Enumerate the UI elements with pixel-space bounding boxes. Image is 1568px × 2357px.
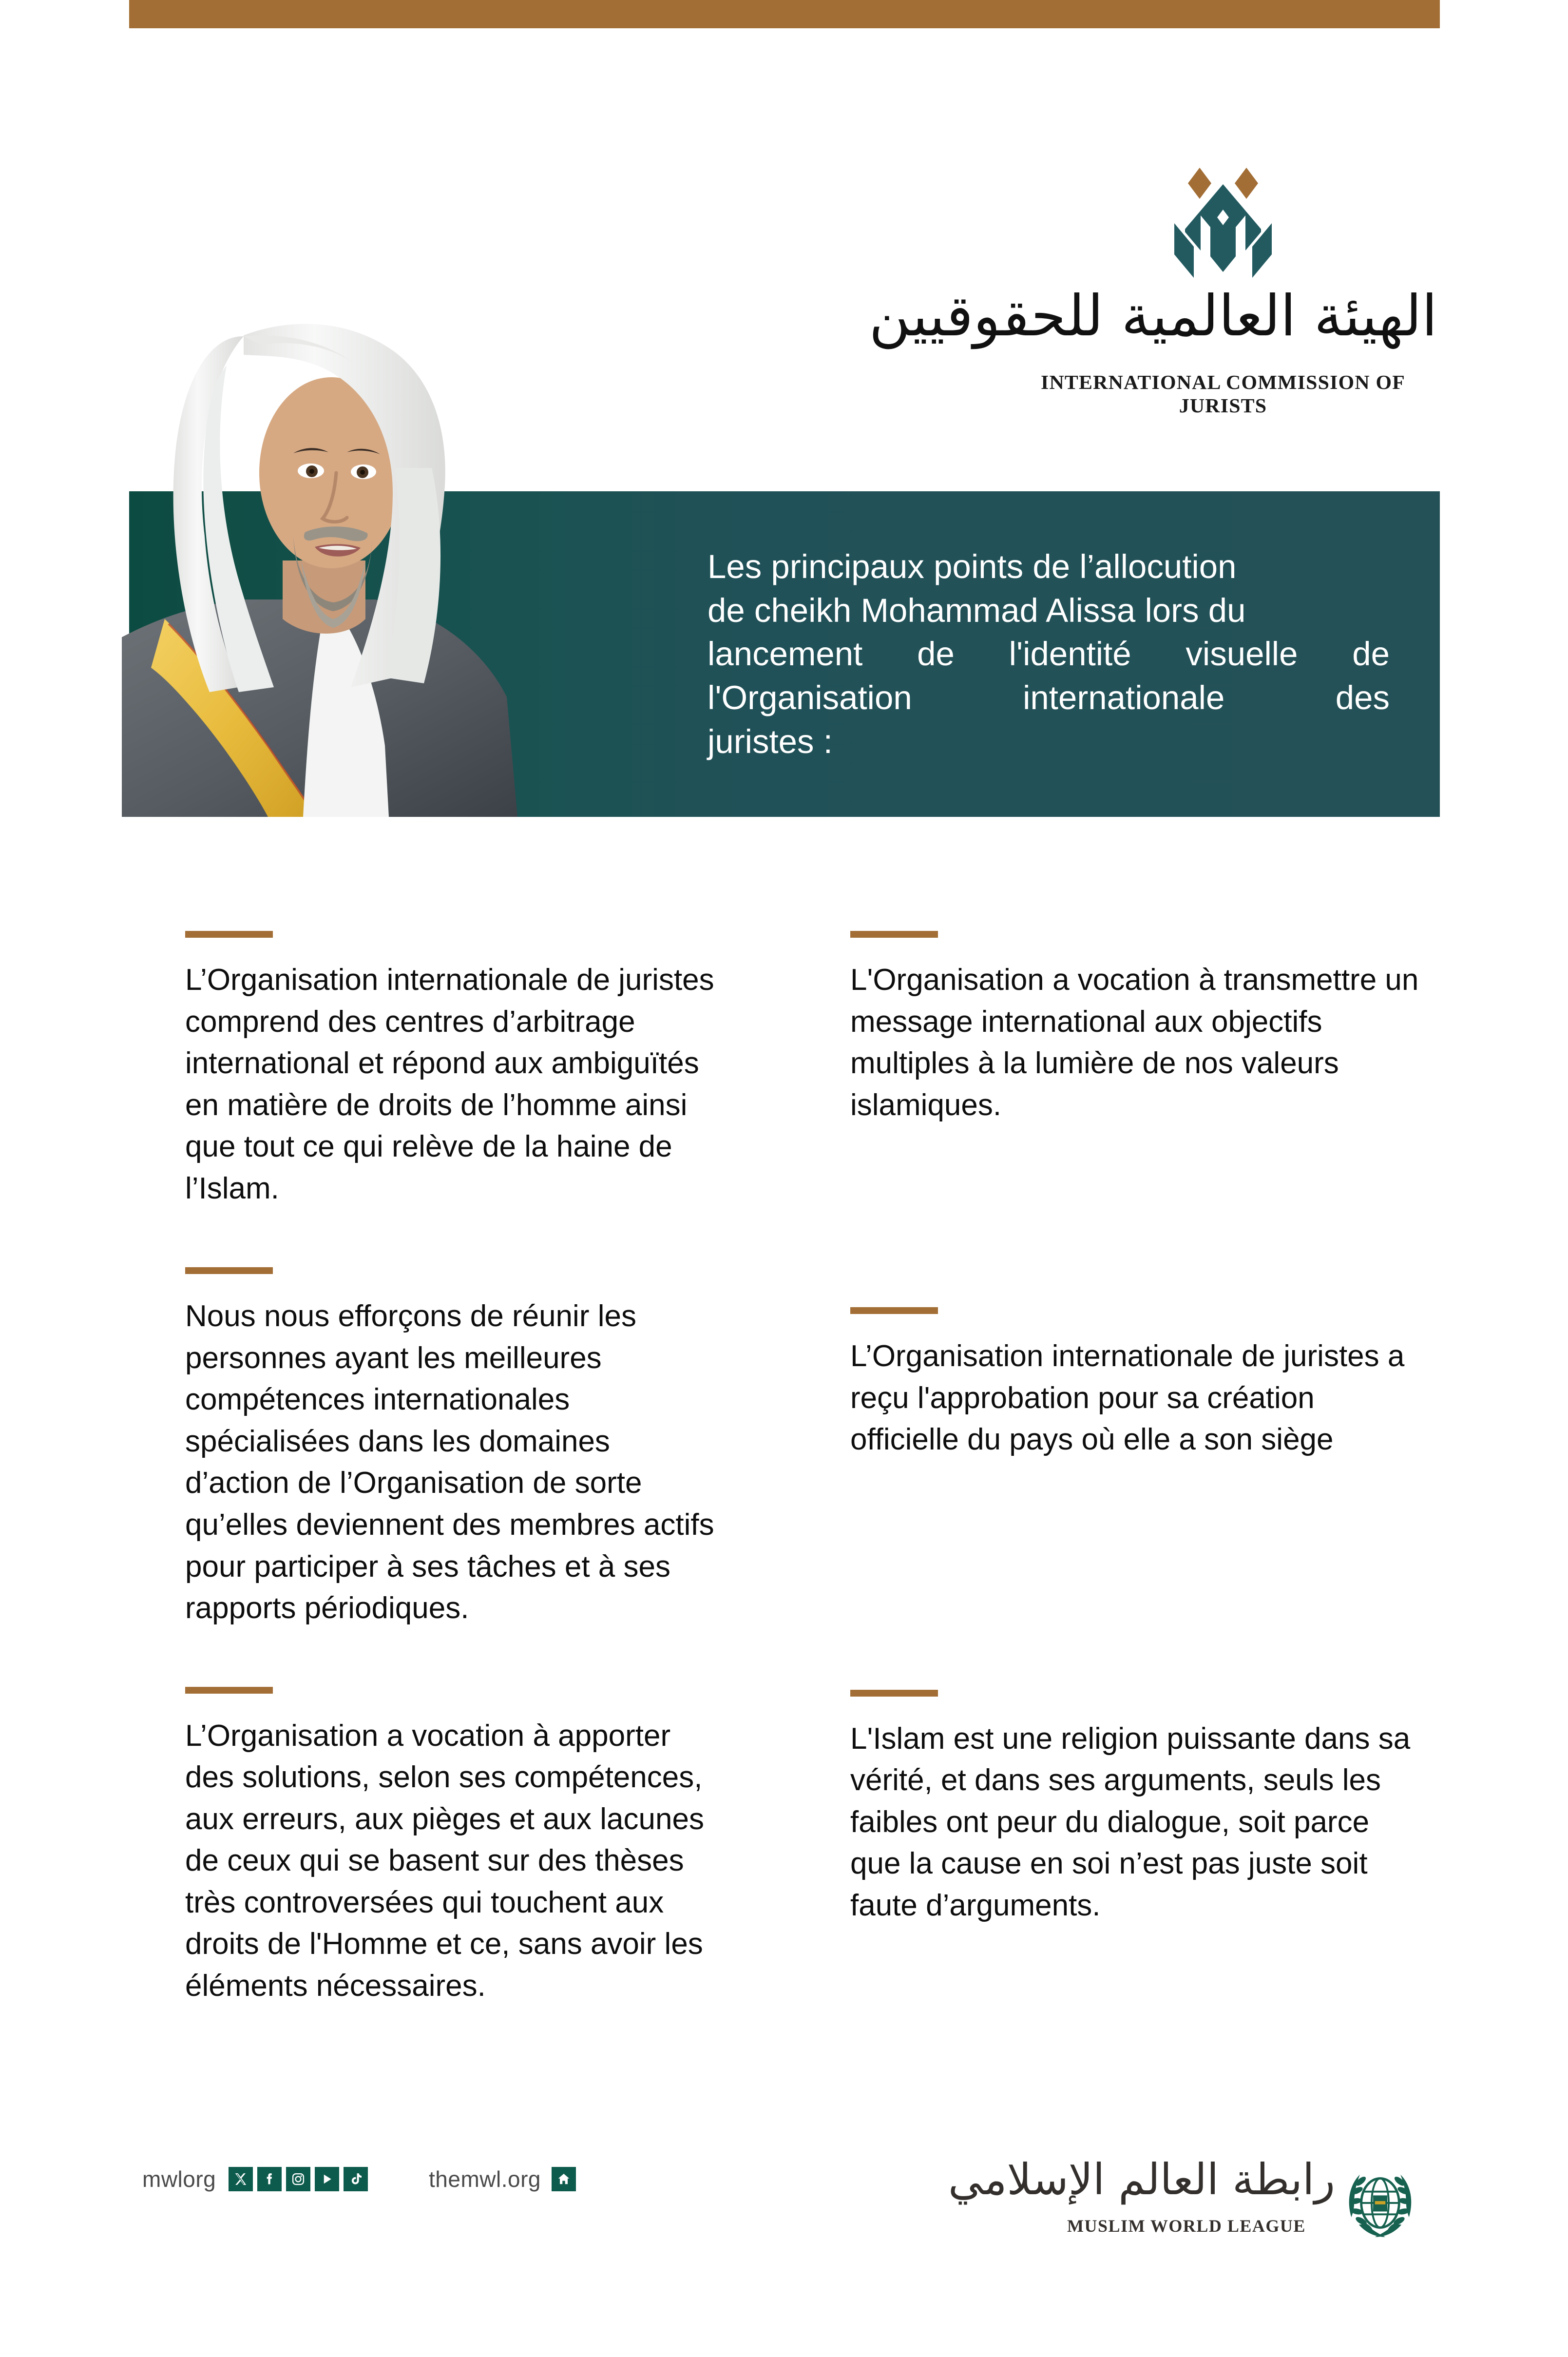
instagram-icon[interactable] [286, 2167, 310, 2191]
social-handle-label: mwlorg [142, 2166, 216, 2192]
home-icon[interactable] [552, 2167, 576, 2191]
point-text: L’Organisation internationale de juristes a reçu l'approbation pour sa création officielle du pays où elle a son siège [850, 1339, 1405, 1457]
headline-line-3: lancement de l'identité visuelle de [708, 635, 1390, 673]
point-text: L'Islam est une religion puissante dans sa vérité, et dans ses arguments, seuls les faibles ont peur du dialogue, soit parce que la cause en soi n’est pas juste soit faute d’arguments. [850, 1721, 1411, 1923]
headline-line-5: juristes : [708, 722, 833, 760]
mwl-english-name: MUSLIM WORLD LEAGUE [1067, 2216, 1306, 2236]
tiktok-icon[interactable] [344, 2167, 368, 2191]
mwl-logo [948, 2154, 1423, 2248]
points-column-left [185, 0, 721, 2007]
point-item [850, 931, 1425, 1126]
social-icon-row [229, 2167, 368, 2191]
point-text: L’Organisation a vocation à apporter des solutions, selon ses compétences, aux erreurs, aux pièges et aux lacunes de ceux qui se basent sur des thèses très controversées qui touchent aux droits de l'Homme et ce, sans avoir les éléments nécessaires. [185, 1719, 704, 2003]
point-item [185, 1267, 721, 1629]
accent-rule [850, 1690, 938, 1697]
headline-line-2: de cheikh Mohammad Alissa lors du [708, 591, 1246, 629]
website-group [429, 2166, 576, 2192]
facebook-icon[interactable] [257, 2167, 282, 2191]
points-column-right [850, 0, 1425, 1927]
accent-rule [850, 1307, 938, 1314]
mwl-globe-wreath-icon [1340, 2161, 1420, 2244]
icj-arabic-name: الهيئة العالمية للحقوقيين [869, 283, 1437, 349]
youtube-icon[interactable] [315, 2167, 339, 2191]
social-handle-group [142, 2166, 368, 2192]
icj-english-name: INTERNATIONAL COMMISSION OF JURISTS [1041, 371, 1405, 417]
point-item [850, 1690, 1425, 1927]
mwl-arabic-name: رابطة العالم الإسلامي [948, 2154, 1335, 2204]
x-icon[interactable] [229, 2167, 253, 2191]
accent-rule [850, 931, 938, 938]
point-item [850, 1307, 1425, 1461]
footer [0, 2144, 1568, 2281]
headline-line-4: l'Organisation internationale des [708, 679, 1390, 717]
point-item [185, 1687, 721, 2007]
accent-rule [185, 1267, 273, 1274]
website-label: themwl.org [429, 2166, 541, 2192]
accent-rule [185, 931, 273, 938]
point-item [185, 931, 721, 1209]
point-text: L’Organisation internationale de juristes comprend des centres d’arbitrage international et répond aux ambiguïtés en matière de droits de l’homme ainsi que tout ce qui relève de la haine de l’Islam. [185, 963, 714, 1205]
accent-rule [185, 1687, 273, 1694]
headline-line-1: Les principaux points de l’allocution [708, 548, 1237, 585]
point-text: Nous nous efforçons de réunir les personnes ayant les meilleures compétences internationales spécialisées dans les domaines d’action de l’Organisation de sorte qu’elles deviennent des membres actifs pour participer à ses tâches et à ses rapports périodiques. [185, 1299, 714, 1625]
point-text: L'Organisation a vocation à transmettre un message international aux objectifs multiples à la lumière de nos valeurs islamiques. [850, 963, 1419, 1122]
